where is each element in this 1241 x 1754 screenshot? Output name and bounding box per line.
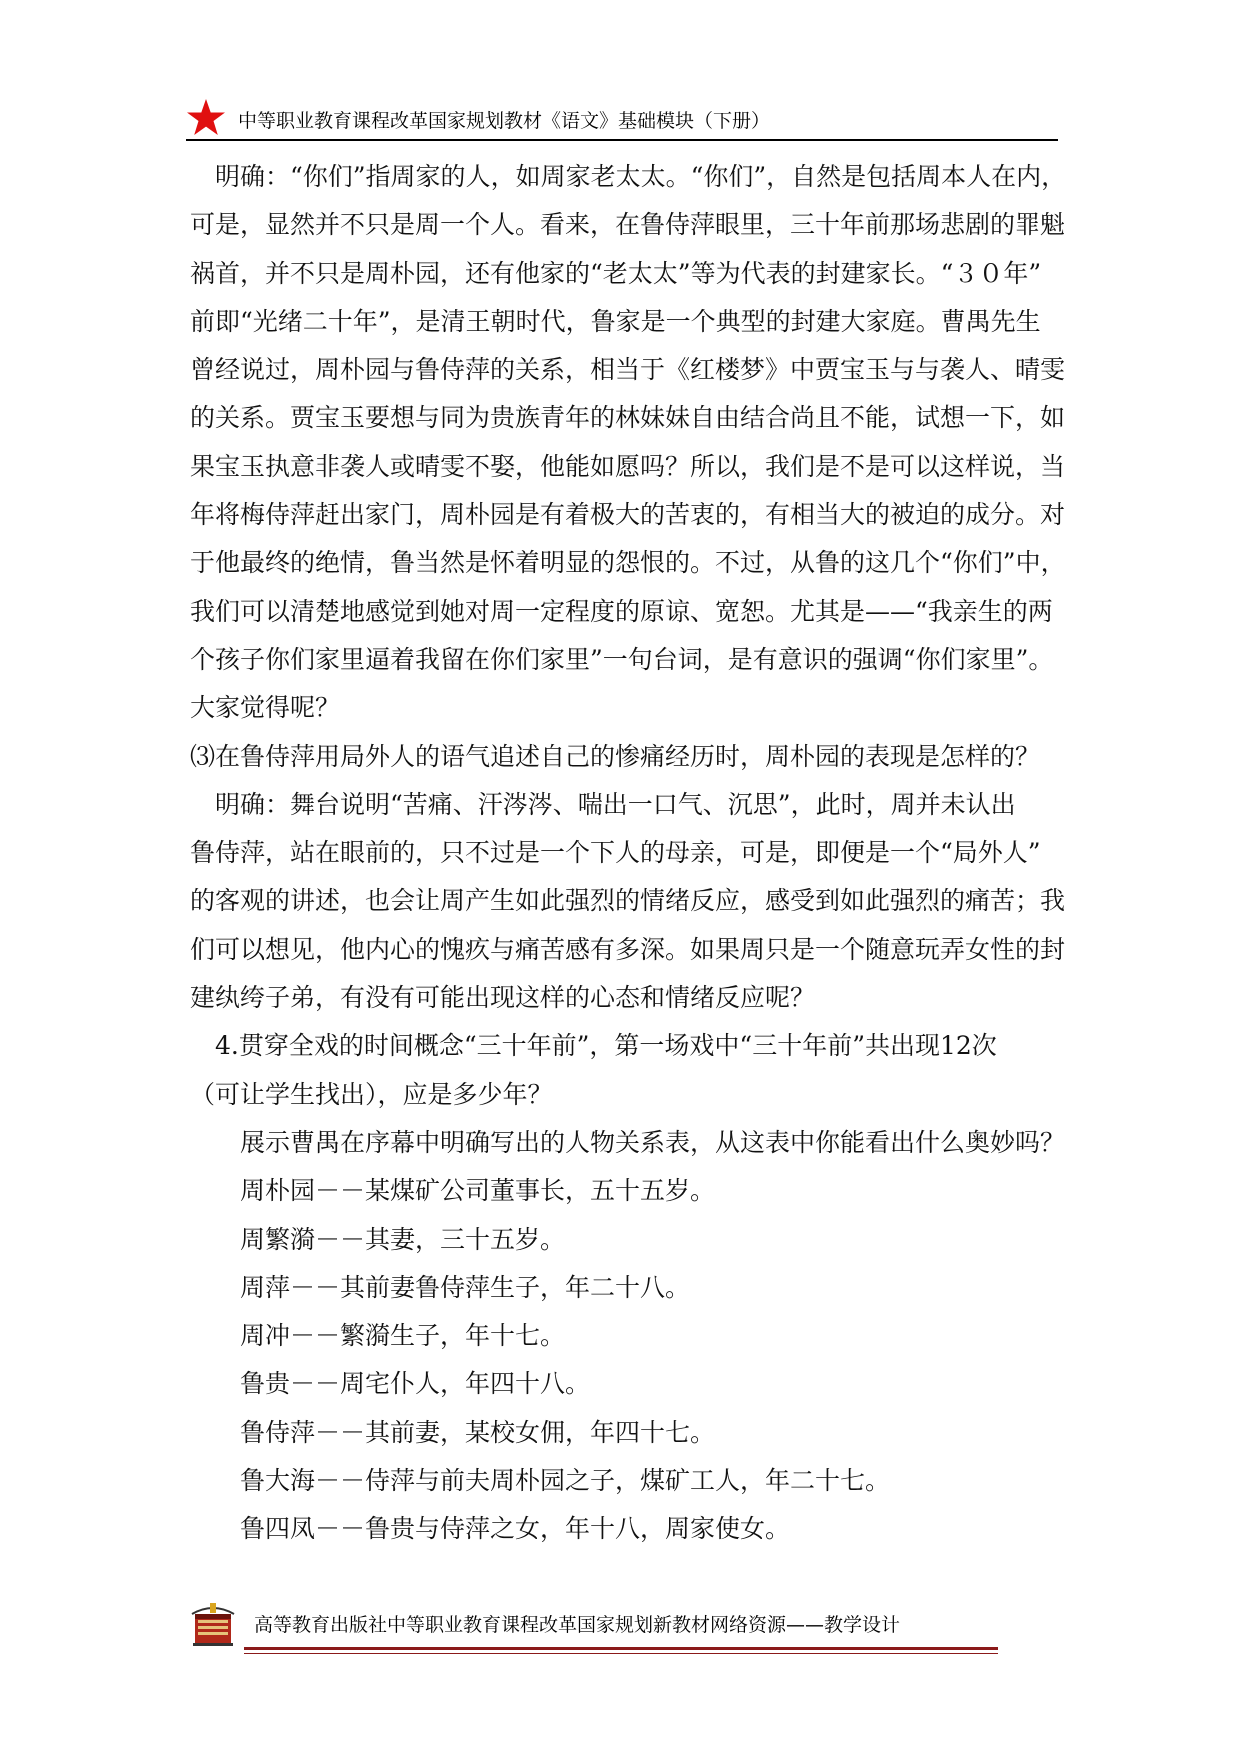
text-line: 大家觉得呢？ bbox=[190, 693, 341, 723]
text-line: 周朴园－－某煤矿公司董事长，五十五岁。 bbox=[190, 1176, 716, 1206]
text-line: 4.贯穿全戏的时间概念“三十年前”，第一场戏中“三十年前”共出现12次 bbox=[190, 1031, 997, 1061]
header-divider bbox=[186, 139, 1058, 141]
text-line: ⑶在鲁侍萍用局外人的语气追述自己的惨痛经历时，周朴园的表现是怎样的？ bbox=[190, 741, 1041, 771]
text-line: 祸首，并不只是周朴园，还有他家的“老太太”等为代表的封建家长。“３０年” bbox=[190, 258, 1042, 288]
text-line: 建纨绔子弟，有没有可能出现这样的心态和情绪反应呢？ bbox=[190, 983, 816, 1013]
document-body bbox=[190, 153, 1070, 1554]
text-line: 果宝玉执意非袭人或晴雯不娶，他能如愿吗？所以，我们是不是可以这样说，当 bbox=[190, 451, 1066, 481]
star-icon bbox=[186, 98, 226, 138]
page-header bbox=[186, 96, 1058, 140]
text-line: 的关系。贾宝玉要想与同为贵族青年的林妹妹自由结合尚且不能，试想一下，如 bbox=[190, 403, 1066, 433]
text-line: 鲁侍萍，站在眼前的，只不过是一个下人的母亲，可是，即便是一个“局外人” bbox=[190, 838, 1041, 868]
text-line: 曾经说过，周朴园与鲁侍萍的关系，相当于《红楼梦》中贾宝玉与与袭人、晴雯 bbox=[190, 355, 1066, 385]
text-line: 展示曹禺在序幕中明确写出的人物关系表，从这表中你能看出什么奥妙吗？ bbox=[190, 1127, 1066, 1157]
text-line: 可是，显然并不只是周一个人。看来，在鲁侍萍眼里，三十年前那场悲剧的罪魁 bbox=[190, 210, 1066, 240]
footer-divider bbox=[244, 1647, 998, 1650]
text-line: 明确：“你们”指周家的人，如周家老太太。“你们”，自然是包括周本人在内， bbox=[190, 162, 1067, 191]
text-line: （可让学生找出），应是多少年？ bbox=[190, 1079, 553, 1109]
footer-divider-thin bbox=[244, 1653, 998, 1654]
page-footer bbox=[188, 1600, 1000, 1660]
text-line: 周繁漪－－其妻，三十五岁。 bbox=[190, 1224, 566, 1254]
text-line: 们可以想见，他内心的愧疚与痛苦感有多深。如果周只是一个随意玩弄女性的封 bbox=[190, 934, 1066, 964]
footer-text: 高等教育出版社中等职业教育课程改革国家规划新教材网络资源——教学设计 bbox=[254, 1614, 901, 1636]
text-line: 周冲－－繁漪生子，年十七。 bbox=[190, 1321, 566, 1351]
header-title: 中等职业教育课程改革国家规划教材《语文》基础模块（下册） bbox=[238, 110, 771, 132]
text-line: 我们可以清楚地感觉到她对周一定程度的原谅、宽恕。尤其是——“我亲生的两 bbox=[190, 596, 1053, 626]
book-logo-icon bbox=[188, 1600, 238, 1650]
text-line: 鲁大海－－侍萍与前夫周朴园之子，煤矿工人，年二十七。 bbox=[190, 1466, 891, 1496]
text-line: 明确：舞台说明“苦痛、汗涔涔、喘出一口气、沉思”，此时，周并未认出 bbox=[190, 789, 1016, 819]
text-line: 的客观的讲述，也会让周产生如此强烈的情绪反应，感受到如此强烈的痛苦；我 bbox=[190, 886, 1066, 916]
text-line: 鲁贵－－周宅仆人，年四十八。 bbox=[190, 1369, 591, 1399]
text-line: 前即“光绪二十年”，是清王朝时代，鲁家是一个典型的封建大家庭。曹禺先生 bbox=[190, 306, 1041, 336]
text-line: 个孩子你们家里逼着我留在你们家里”一句台词，是有意识的强调“你们家里”。 bbox=[190, 644, 1054, 674]
text-line: 周萍－－其前妻鲁侍萍生子，年二十八。 bbox=[190, 1272, 691, 1302]
text-line: 鲁侍萍－－其前妻，某校女佣，年四十七。 bbox=[190, 1417, 716, 1447]
text-line: 鲁四凤－－鲁贵与侍萍之女，年十八，周家使女。 bbox=[190, 1514, 791, 1544]
text-line: 年将梅侍萍赶出家门，周朴园是有着极大的苦衷的，有相当大的被迫的成分。对 bbox=[190, 500, 1066, 530]
text-line: 于他最终的绝情，鲁当然是怀着明显的怨恨的。不过，从鲁的这几个“你们”中， bbox=[190, 548, 1066, 578]
